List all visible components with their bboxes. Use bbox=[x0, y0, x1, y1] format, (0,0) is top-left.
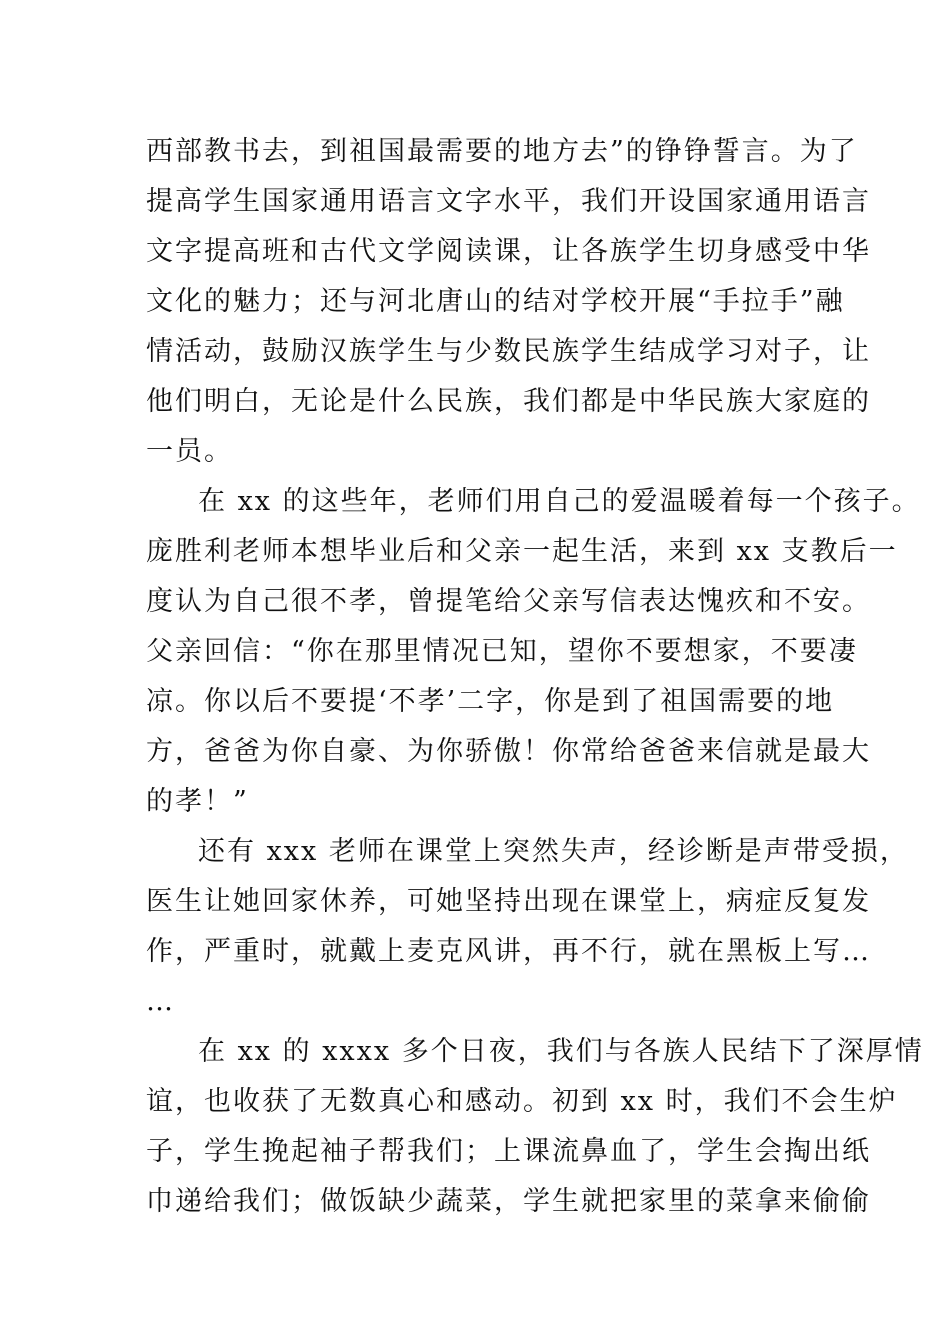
text-line: 谊，也收获了无数真心和感动。初到 xx 时，我们不会生炉 bbox=[146, 1086, 898, 1117]
text-line: 作，严重时，就戴上麦克风讲，再不行，就在黑板上写… bbox=[146, 936, 871, 967]
text-line: 文字提高班和古代文学阅读课，让各族学生切身感受中华 bbox=[146, 236, 871, 267]
text-line: 情活动，鼓励汉族学生与少数民族学生结成学习对子，让 bbox=[146, 336, 871, 367]
text-line: 他们明白，无论是什么民族，我们都是中华民族大家庭的 bbox=[146, 386, 871, 417]
text-line: 文化的魅力；还与河北唐山的结对学校开展“手拉手”融 bbox=[146, 286, 845, 317]
text-line: 医生让她回家休养，可她坚持出现在课堂上，病症反复发 bbox=[146, 886, 871, 917]
text-line: 度认为自己很不孝，曾提笔给父亲写信表达愧疚和不安。 bbox=[146, 586, 871, 617]
text-line: … bbox=[146, 986, 175, 1017]
text-line: 还有 xxx 老师在课堂上突然失声，经诊断是声带受损， bbox=[198, 836, 909, 867]
text-line: 巾递给我们；做饭缺少蔬菜，学生就把家里的菜拿来偷偷 bbox=[146, 1186, 871, 1217]
text-line: 子，学生挽起袖子帮我们；上课流鼻血了，学生会掏出纸 bbox=[146, 1136, 871, 1167]
text-line: 提高学生国家通用语言文字水平，我们开设国家通用语言 bbox=[146, 186, 871, 217]
text-line: 凉。你以后不要提‘不孝’二字，你是到了祖国需要的地 bbox=[146, 686, 835, 717]
text-line: 方，爸爸为你自豪、为你骄傲！你常给爸爸来信就是最大 bbox=[146, 736, 871, 767]
text-line: 的孝！” bbox=[146, 786, 249, 817]
text-line: 父亲回信：“你在那里情况已知，望你不要想家，不要凄 bbox=[146, 636, 858, 667]
text-line: 庞胜利老师本想毕业后和父亲一起生活，来到 xx 支教后一 bbox=[146, 536, 898, 567]
text-line: 一员。 bbox=[146, 436, 233, 467]
text-line: 西部教书去，到祖国最需要的地方去”的铮铮誓言。为了 bbox=[146, 136, 858, 167]
text-line: 在 xx 的 xxxx 多个日夜，我们与各族人民结下了深厚情 bbox=[198, 1036, 924, 1067]
text-line: 在 xx 的这些年，老师们用自己的爱温暖着每一个孩子。 bbox=[198, 486, 921, 517]
